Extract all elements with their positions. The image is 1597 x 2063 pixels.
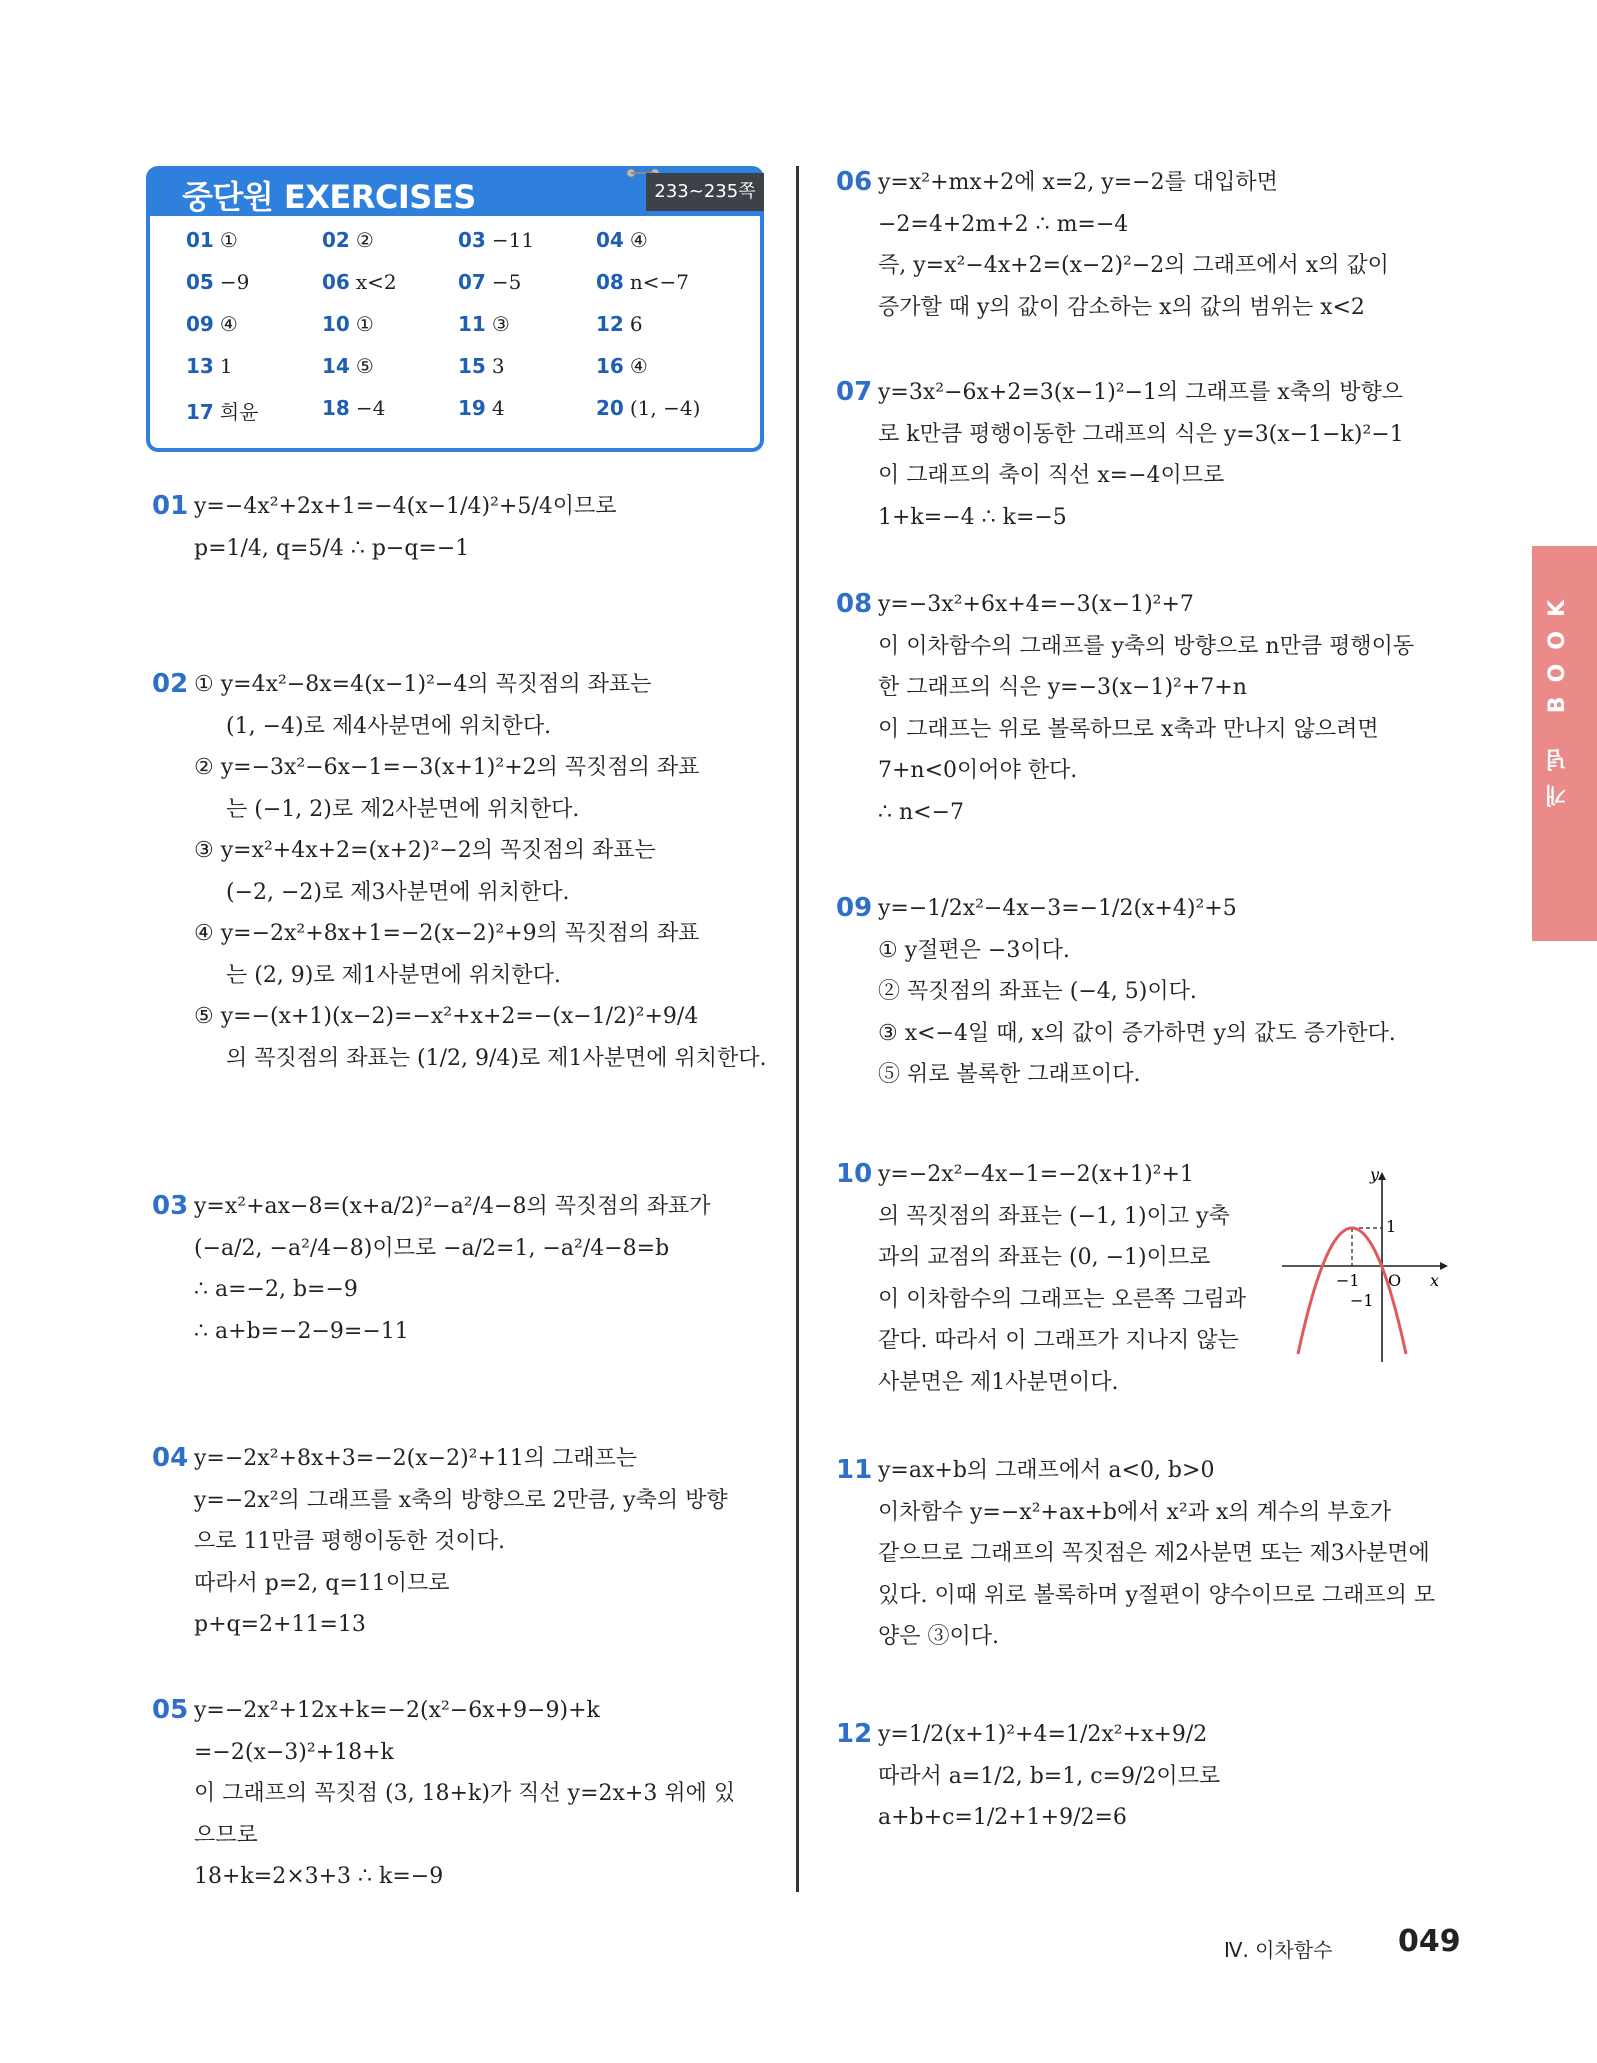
- y1-label: 1: [1386, 1217, 1397, 1236]
- answer-number: 08: [596, 270, 624, 294]
- y-axis-arrow: [1378, 1172, 1386, 1180]
- solution-08: [836, 584, 1414, 833]
- answer-item: [458, 270, 596, 312]
- solution-lines: [878, 584, 1414, 833]
- answer-value: −11: [491, 228, 535, 252]
- solution-line: (1, −4)로 제4사분면에 위치한다.: [226, 713, 552, 739]
- answer-value: ④: [629, 228, 648, 252]
- solution-line: 으로 11만큼 평행이동한 것이다.: [194, 1529, 505, 1554]
- answer-item: [322, 270, 458, 312]
- answer-item: [322, 396, 458, 438]
- solution-number: 01: [152, 491, 189, 521]
- solution-line: y=−4x²+2x+1=−4(x−1/4)²+5/4이므로: [194, 494, 617, 519]
- answer-item: [596, 228, 766, 270]
- column-divider: [796, 166, 799, 1892]
- solution-line: (−2, −2)로 제3사분면에 위치한다.: [226, 879, 570, 905]
- side-tab: [1532, 546, 1597, 941]
- solution-line: 즉, y=x²−4x+2=(x−2)²−2의 그래프에서 x의 값이: [878, 253, 1389, 278]
- y-neg1-label: −1: [1350, 1291, 1374, 1310]
- answer-value: x<2: [355, 270, 397, 294]
- solution-04: [152, 1438, 728, 1646]
- answer-item: [322, 228, 458, 270]
- solution-line: 양은 ③이다.: [878, 1624, 999, 1649]
- solution-line: 는 (−1, 2)로 제2사분면에 위치한다.: [226, 796, 580, 822]
- solution-line: 1+k=−4 ∴ k=−5: [878, 504, 1067, 530]
- answer-number: 07: [458, 270, 486, 294]
- solution-line: 이 그래프의 축이 직선 x=−4이므로: [878, 463, 1225, 488]
- solution-06: [836, 162, 1389, 328]
- answer-number: 17: [186, 400, 214, 424]
- solution-line: 으므로: [194, 1822, 258, 1848]
- answer-value: ⑤: [355, 354, 374, 378]
- answer-value: ①: [219, 228, 238, 252]
- solution-line: 같으므로 그래프의 꼭짓점은 제2사분면 또는 제3사분면에: [878, 1541, 1430, 1566]
- solution-number: 11: [836, 1455, 873, 1485]
- solution-line: y=−2x²의 그래프를 x축의 방향으로 2만큼, y축의 방향: [194, 1487, 728, 1513]
- solution-lines: [878, 888, 1396, 1096]
- answer-item: [596, 312, 766, 354]
- answer-value: ④: [629, 354, 648, 378]
- answer-value: 3: [491, 354, 505, 378]
- answer-value: (1, −4): [629, 396, 701, 420]
- solution-line: 이 이차함수의 그래프를 y축의 방향으로 n만큼 평행이동: [878, 633, 1415, 659]
- solution-01: [152, 486, 616, 569]
- solution-line: p=1/4, q=5/4 ∴ p−q=−1: [194, 535, 470, 561]
- solution-10: [836, 1154, 1246, 1403]
- answer-number: 14: [322, 354, 350, 378]
- answer-number: 12: [596, 312, 624, 336]
- solution-line: 사분면은 제1사분면이다.: [878, 1369, 1119, 1395]
- answer-value: −4: [355, 396, 386, 420]
- solution-number: 05: [152, 1695, 189, 1725]
- answer-number: 09: [186, 312, 214, 336]
- x-neg1-label: −1: [1336, 1271, 1360, 1290]
- solution-number: 07: [836, 377, 873, 407]
- page-reference-tag: 233~235쪽: [646, 173, 764, 211]
- solution-line: 이 그래프의 꼭짓점 (3, 18+k)가 직선 y=2x+3 위에 있: [194, 1781, 736, 1806]
- solution-line: ① y=4x²−8x=4(x−1)²−4의 꼭짓점의 좌표는: [194, 672, 652, 697]
- solution-line: y=x²+mx+2에 x=2, y=−2를 대입하면: [878, 170, 1278, 195]
- solution-line: y=−2x²+8x+3=−2(x−2)²+11의 그래프는: [194, 1446, 638, 1471]
- answer-item: [186, 312, 322, 354]
- page-number: 049: [1398, 1924, 1461, 1959]
- solution-line: 는 (2, 9)로 제1사분면에 위치한다.: [226, 962, 561, 988]
- answer-item: [458, 228, 596, 270]
- solution-line: y=x²+ax−8=(x+a/2)²−a²/4−8의 꼭짓점의 좌표가: [194, 1194, 711, 1219]
- solution-lines: [194, 1438, 728, 1646]
- answer-number: 04: [596, 228, 624, 252]
- answer-item: [186, 270, 322, 312]
- answer-number: 01: [186, 228, 214, 252]
- solution-line: 7+n<0이어야 한다.: [878, 758, 1078, 783]
- answer-value: 4: [491, 396, 505, 420]
- answer-number: 02: [322, 228, 350, 252]
- solution-line: ③ y=x²+4x+2=(x+2)²−2의 꼭짓점의 좌표는: [194, 838, 656, 863]
- solution-line: ② 꼭짓점의 좌표는 (−4, 5)이다.: [878, 979, 1197, 1004]
- solution-number: 10: [836, 1159, 873, 1189]
- answer-value: −9: [219, 270, 250, 294]
- solution-number: 09: [836, 893, 873, 923]
- solution-line: −2=4+2m+2 ∴ m=−4: [878, 211, 1129, 237]
- solution-line: (−a/2, −a²/4−8)이므로 −a/2=1, −a²/4−8=b: [194, 1235, 670, 1261]
- answer-number: 10: [322, 312, 350, 336]
- solution-12: [836, 1714, 1220, 1839]
- solution-line: 이차함수 y=−x²+ax+b에서 x²과 x의 계수의 부호가: [878, 1499, 1392, 1525]
- answer-value: 1: [219, 354, 233, 378]
- solution-lines: [878, 162, 1389, 328]
- solution-line: ∴ n<−7: [878, 799, 965, 825]
- solution-line: =−2(x−3)²+18+k: [194, 1739, 394, 1765]
- solution-lines: [194, 486, 616, 569]
- solution-line: y=−1/2x²−4x−3=−1/2(x+4)²+5: [878, 896, 1237, 921]
- solution-number: 06: [836, 167, 873, 197]
- solution-07: [836, 372, 1404, 538]
- answer-number: 06: [322, 270, 350, 294]
- solution-lines: [878, 1714, 1220, 1839]
- side-tab-label: 개념 BOOK: [1545, 586, 1570, 807]
- answer-number: 20: [596, 396, 624, 420]
- solution-03: [152, 1186, 710, 1352]
- solution-lines: [194, 1690, 735, 1898]
- exercise-answers-box: [146, 216, 764, 452]
- answer-item: [186, 354, 322, 396]
- answer-value: 6: [629, 312, 643, 336]
- solution-line: ⑤ y=−(x+1)(x−2)=−x²+x+2=−(x−1/2)²+9/4: [194, 1004, 699, 1029]
- parabola-graph: [1280, 1168, 1450, 1364]
- x-label: x: [1430, 1271, 1440, 1290]
- answer-value: n<−7: [629, 270, 689, 294]
- solution-05: [152, 1690, 735, 1898]
- answer-number: 18: [322, 396, 350, 420]
- solution-number: 02: [152, 669, 189, 699]
- solution-line: a+b+c=1/2+1+9/2=6: [878, 1805, 1127, 1830]
- solution-line: ② y=−3x²−6x−1=−3(x+1)²+2의 꼭짓점의 좌표: [194, 755, 700, 780]
- answer-number: 15: [458, 354, 486, 378]
- solution-09: [836, 888, 1396, 1096]
- solution-line: 18+k=2×3+3 ∴ k=−9: [194, 1864, 444, 1889]
- answer-item: [596, 396, 766, 438]
- answer-item: [186, 396, 322, 438]
- answer-number: 03: [458, 228, 486, 252]
- x-axis-arrow: [1440, 1262, 1448, 1270]
- answer-value: ③: [491, 312, 510, 336]
- solution-line: y=1/2(x+1)²+4=1/2x²+x+9/2: [878, 1722, 1208, 1747]
- solution-line: 한 그래프의 식은 y=−3(x−1)²+7+n: [878, 675, 1247, 700]
- solution-lines: [194, 664, 766, 1079]
- solution-line: y=−3x²+6x+4=−3(x−1)²+7: [878, 592, 1194, 617]
- y-label: y: [1370, 1168, 1380, 1184]
- solution-line: ① y절편은 −3이다.: [878, 937, 1070, 963]
- solution-line: p+q=2+11=13: [194, 1612, 366, 1637]
- answer-value: ②: [355, 228, 374, 252]
- solution-lines: [878, 372, 1404, 538]
- solution-line: ∴ a=−2, b=−9: [194, 1277, 358, 1302]
- solution-02: [152, 664, 766, 1079]
- solution-number: 04: [152, 1443, 189, 1473]
- solution-11: [836, 1450, 1435, 1658]
- solution-line: 이 그래프는 위로 볼록하므로 x축과 만나지 않으려면: [878, 716, 1379, 742]
- exercise-title: 중단원 EXERCISES: [182, 178, 476, 216]
- solution-line: y=ax+b의 그래프에서 a<0, b>0: [878, 1458, 1215, 1483]
- answer-item: [458, 396, 596, 438]
- answer-item: [458, 354, 596, 396]
- solution-line: ∴ a+b=−2−9=−11: [194, 1318, 409, 1344]
- solution-line: ④ y=−2x²+8x+1=−2(x−2)²+9의 꼭짓점의 좌표: [194, 921, 700, 946]
- answer-grid: [186, 228, 766, 438]
- solution-number: 08: [836, 589, 873, 619]
- answer-item: [458, 312, 596, 354]
- solution-line: 의 꼭짓점의 좌표는 (1/2, 9/4)로 제1사분면에 위치한다.: [226, 1045, 767, 1071]
- solution-line: 증가할 때 y의 값이 감소하는 x의 값의 범위는 x<2: [878, 294, 1365, 320]
- solution-line: ③ x<−4일 때, x의 값이 증가하면 y의 값도 증가한다.: [878, 1020, 1396, 1046]
- solution-line: y=−2x²+12x+k=−2(x²−6x+9−9)+k: [194, 1698, 600, 1723]
- answer-item: [596, 354, 766, 396]
- chapter-label: Ⅳ. 이차함수: [1224, 1938, 1333, 1962]
- answer-number: 19: [458, 396, 486, 420]
- answer-number: 11: [458, 312, 486, 336]
- solution-lines: [194, 1186, 710, 1352]
- answer-item: [322, 312, 458, 354]
- solution-line: 로 k만큼 평행이동한 그래프의 식은 y=3(x−1−k)²−1: [878, 421, 1404, 447]
- answer-item: [186, 228, 322, 270]
- solution-number: 03: [152, 1191, 189, 1221]
- answer-value: −5: [491, 270, 522, 294]
- answer-value: 희윤: [219, 400, 259, 424]
- solution-line: y=−2x²−4x−1=−2(x+1)²+1: [878, 1162, 1194, 1187]
- solution-line: 따라서 p=2, q=11이므로: [194, 1570, 450, 1596]
- origin-label: O: [1388, 1271, 1402, 1290]
- solution-line: 같다. 따라서 이 그래프가 지나지 않는: [878, 1328, 1239, 1353]
- answer-number: 05: [186, 270, 214, 294]
- answer-item: [596, 270, 766, 312]
- answer-value: ④: [219, 312, 238, 336]
- solution-line: y=3x²−6x+2=3(x−1)²−1의 그래프를 x축의 방향으: [878, 380, 1403, 405]
- answer-item: [322, 354, 458, 396]
- solution-line: 의 꼭짓점의 좌표는 (−1, 1)이고 y축: [878, 1203, 1230, 1229]
- solution-number: 12: [836, 1719, 873, 1749]
- solution-line: 이 이차함수의 그래프는 오른쪽 그림과: [878, 1286, 1247, 1312]
- solution-lines: [878, 1154, 1246, 1403]
- answer-value: ①: [355, 312, 374, 336]
- solution-line: 과의 교점의 좌표는 (0, −1)이므로: [878, 1245, 1211, 1270]
- answer-number: 13: [186, 354, 214, 378]
- solution-line: 있다. 이때 위로 볼록하며 y절편이 양수이므로 그래프의 모: [878, 1582, 1436, 1608]
- solution-line: ⑤ 위로 볼록한 그래프이다.: [878, 1062, 1141, 1087]
- answer-number: 16: [596, 354, 624, 378]
- solution-line: 따라서 a=1/2, b=1, c=9/2이므로: [878, 1763, 1221, 1789]
- solution-lines: [878, 1450, 1435, 1658]
